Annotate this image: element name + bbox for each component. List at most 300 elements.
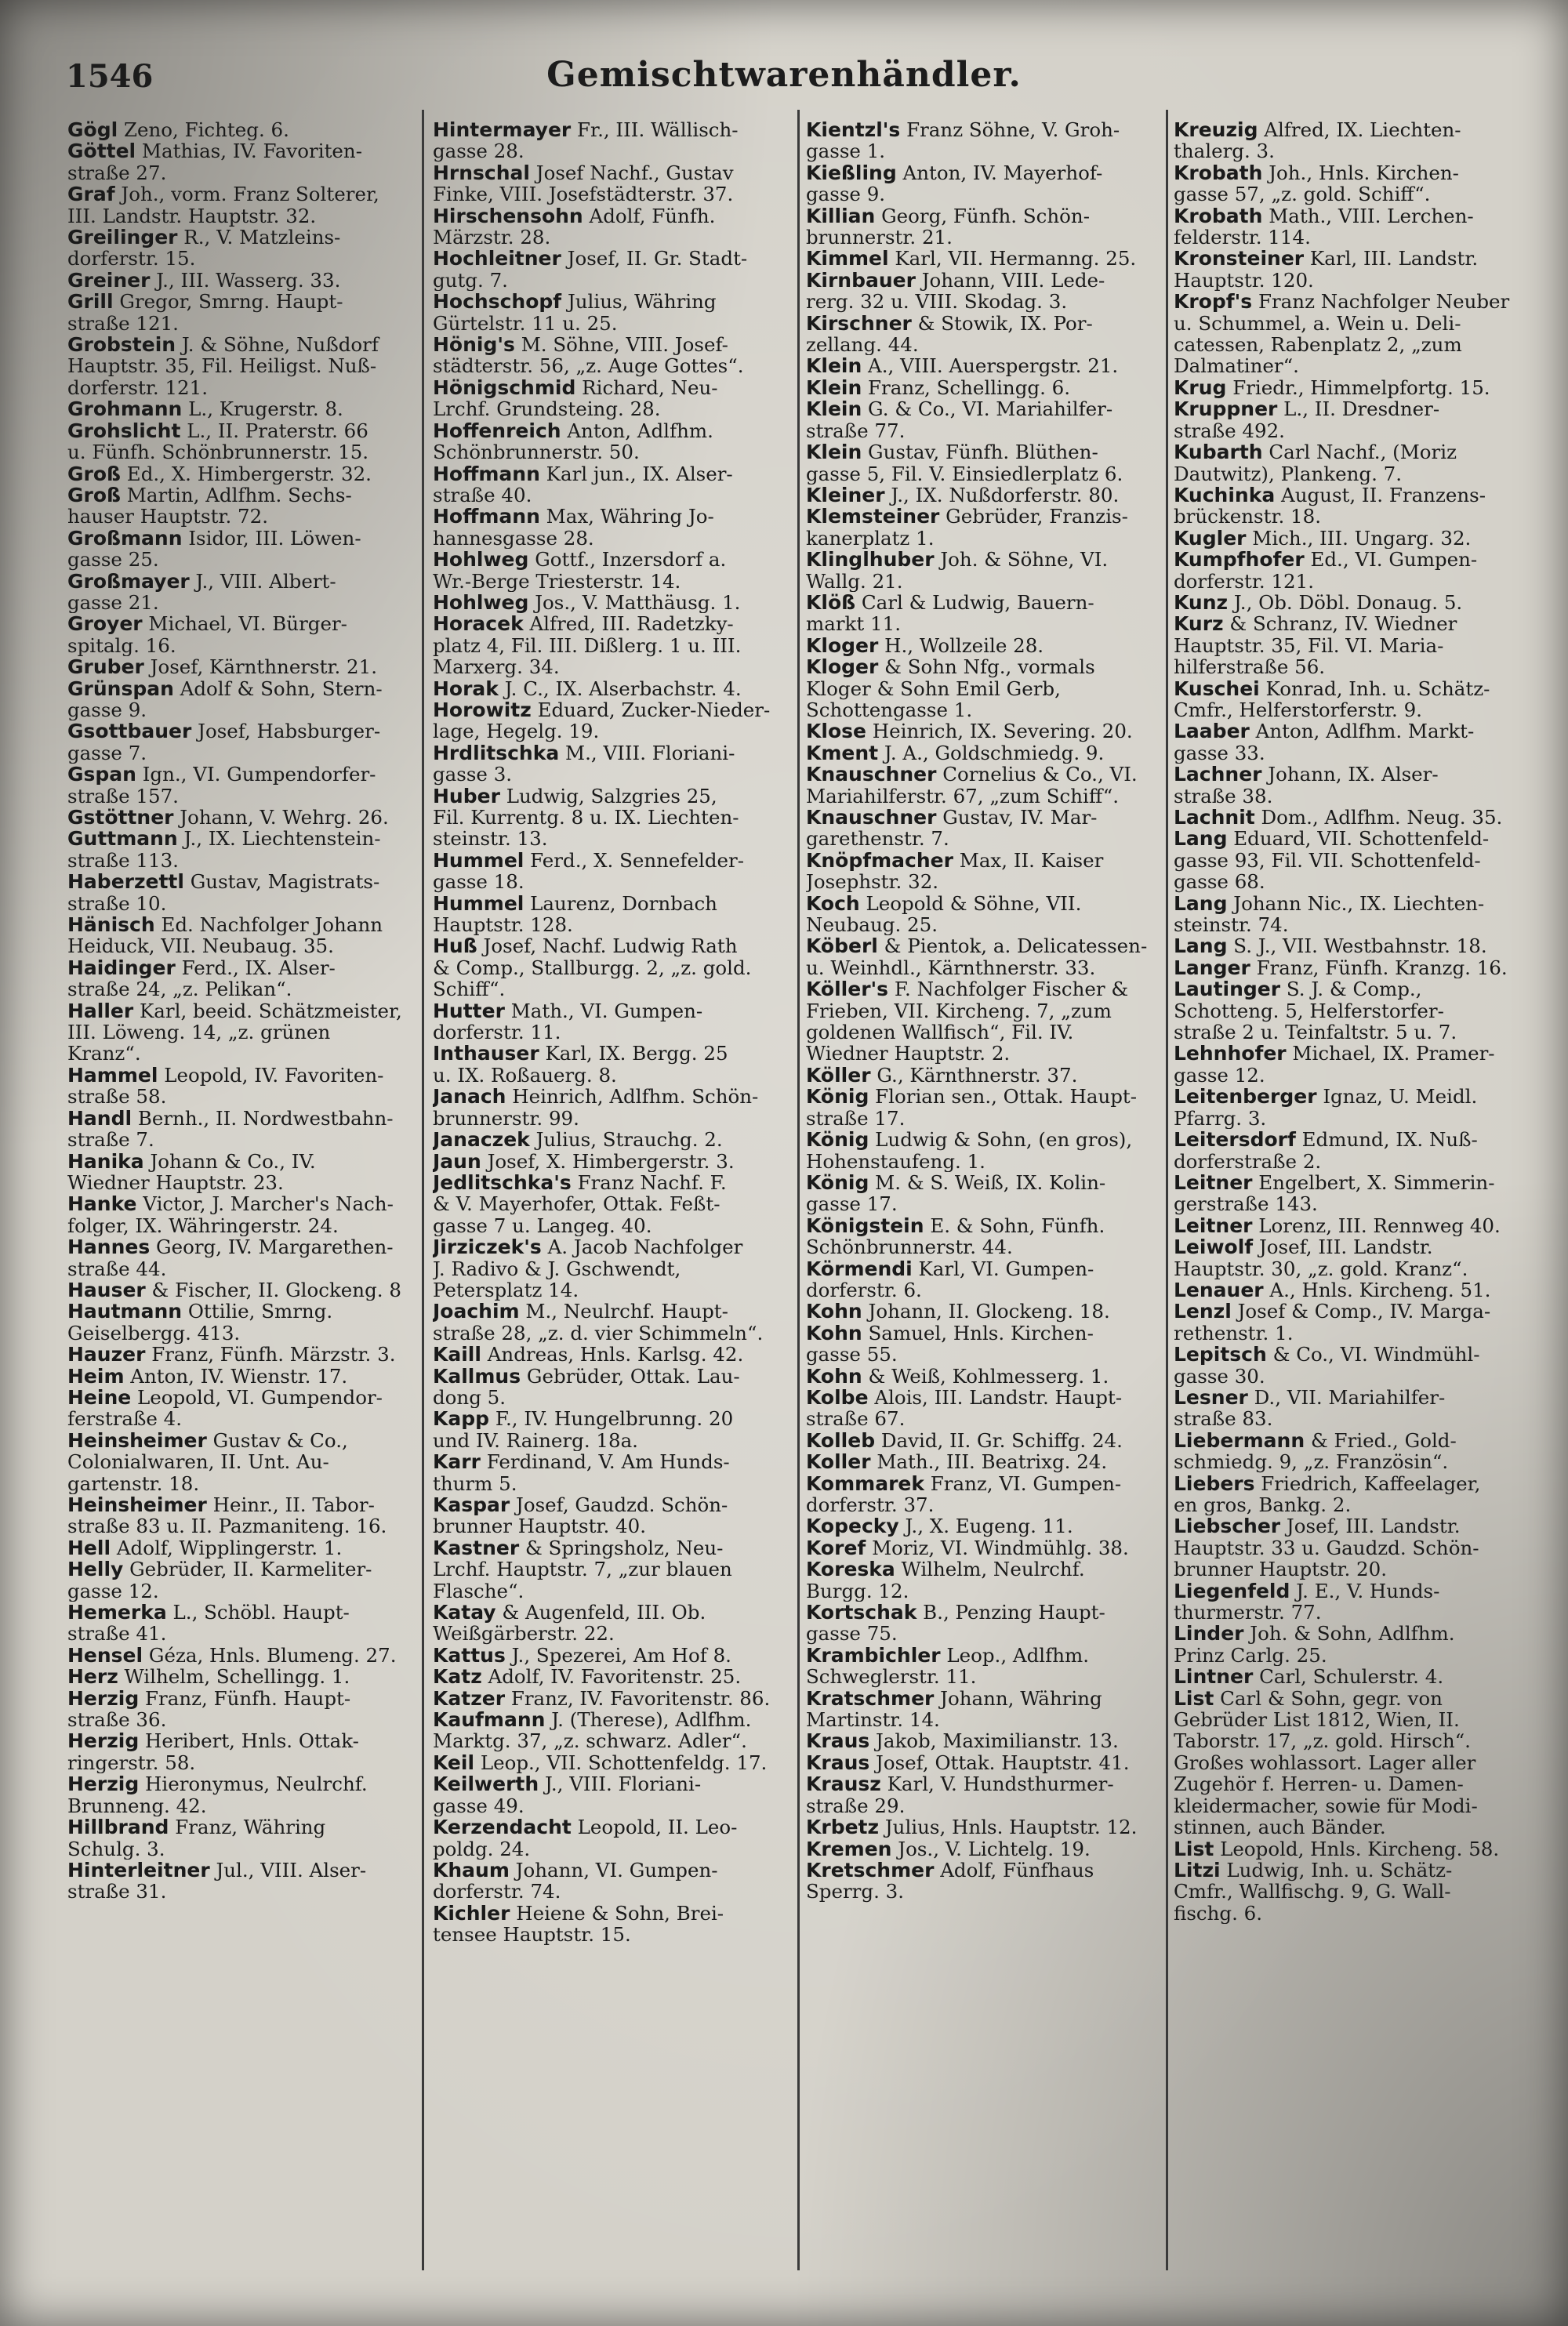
entry-name: Haller: [67, 1000, 134, 1022]
directory-entry: [1174, 592, 1526, 613]
directory-entry: [806, 1215, 1159, 1258]
entry-text: J., Spezerei, Am Hof 8.: [505, 1644, 731, 1667]
entry-text: dong 5.: [433, 1385, 506, 1409]
entry-name: Kleiner: [806, 484, 885, 506]
entry-text: R., V. Matzleins-: [177, 227, 341, 249]
entry-text: Josef & Comp., IV. Marga-: [1231, 1301, 1491, 1323]
entry-name: Gögl: [67, 119, 118, 141]
entry-text: u. Schummel, a. Wein u. Deli-: [1174, 311, 1461, 335]
entry-line: [806, 999, 1159, 1022]
entry-line: [1174, 398, 1526, 421]
entry-line: [67, 1365, 420, 1387]
entry-line: [1174, 1407, 1526, 1430]
directory-entry: [806, 978, 1159, 1065]
entry-line: [1174, 248, 1526, 270]
entry-text: straße 44.: [67, 1257, 167, 1279]
entry-line: [433, 119, 786, 141]
entry-name: Kientzl's: [806, 119, 901, 141]
entry-text: Johann, II. Glockeng. 18.: [862, 1301, 1110, 1323]
entry-text: Georg, Fünfh. Schön-: [875, 205, 1090, 227]
entry-text: Adolf, Fünfhaus: [934, 1859, 1094, 1881]
entry-line: [433, 226, 786, 249]
entry-line: [1174, 1321, 1526, 1344]
directory-entry: [67, 914, 420, 957]
entry-text: Michael, VI. Bürger-: [142, 613, 347, 636]
entry-text: Gebrüder, Franzis-: [939, 506, 1128, 528]
entry-line: [806, 355, 1159, 377]
entry-line: [67, 1301, 420, 1323]
directory-entry: [806, 355, 1159, 376]
directory-entry: [806, 377, 1159, 398]
entry-text: markt 11.: [806, 612, 901, 635]
entry-name: Gspan: [67, 764, 136, 786]
entry-name: Königstein: [806, 1214, 924, 1237]
entry-line: [1174, 828, 1526, 851]
entry-name: Herzig: [67, 1773, 140, 1796]
entry-line: [806, 1622, 1159, 1645]
entry-name: Heinsheimer: [67, 1494, 207, 1516]
entry-text: Lrchf. Hauptstr. 7, „zur blauen: [433, 1558, 732, 1581]
directory-entry: [433, 506, 786, 549]
entry-line: [67, 1279, 420, 1301]
entry-text: L., Schöbl. Haupt-: [166, 1602, 350, 1624]
directory-entry: [433, 742, 786, 786]
entry-name: Grobstein: [67, 334, 176, 357]
entry-name: Lachner: [1174, 764, 1262, 786]
entry-line: [806, 1708, 1159, 1731]
entry-text: August, II. Franzens-: [1275, 484, 1486, 506]
entry-name: Hoffenreich: [433, 419, 561, 442]
entry-line: [433, 1086, 786, 1109]
entry-text: Franz, Schellingg. 6.: [862, 376, 1071, 399]
entry-line: [1174, 1429, 1526, 1452]
entry-line: [433, 1000, 786, 1022]
entry-text: u. Fünfh. Schönbrunnerstr. 15.: [67, 441, 369, 463]
entry-line: [433, 376, 786, 399]
entry-name: Hauzer: [67, 1344, 146, 1366]
entry-text: Franz, Fünfh. Märzstr. 3.: [145, 1344, 396, 1366]
entry-line: [1174, 1601, 1526, 1624]
entry-name: Groß: [67, 463, 122, 484]
entry-line: [433, 1644, 786, 1667]
entry-name: Leitersdorf: [1174, 1129, 1296, 1152]
directory-entry: [806, 1645, 1159, 1688]
entry-name: Huber: [433, 785, 500, 807]
entry-name: Krobath: [1174, 161, 1263, 184]
entry-name: Hoffmann: [433, 506, 540, 528]
entry-line: [1174, 354, 1526, 377]
entry-line: [67, 161, 420, 184]
entry-text: Wiedner Hauptstr. 23.: [67, 1170, 284, 1194]
entry-line: [806, 569, 1159, 592]
entry-line: [806, 956, 1159, 979]
entry-line: [806, 1816, 1159, 1838]
page-number: 1546: [66, 58, 154, 95]
entry-name: Klein: [806, 355, 862, 377]
entry-line: [806, 807, 1159, 829]
entry-line: [1174, 935, 1526, 957]
directory-entry: [67, 227, 420, 270]
entry-text: Gebrüder, II. Karmeliter-: [123, 1559, 372, 1581]
directory-entry: [1174, 549, 1526, 592]
directory-entry: [806, 1086, 1159, 1129]
entry-line: [1174, 119, 1526, 141]
entry-text: Dalmatiner“.: [1174, 354, 1299, 377]
entry-line: [433, 1106, 786, 1130]
entry-text: Neubaug. 25.: [806, 913, 938, 936]
entry-name: Jaun: [433, 1150, 481, 1172]
entry-name: Guttmann: [67, 828, 178, 851]
entry-text: Johann, VIII. Lede-: [915, 269, 1105, 292]
entry-line: [67, 247, 420, 270]
entry-text: Johann, VI. Gumpen-: [509, 1859, 718, 1881]
entry-line: [433, 1751, 786, 1774]
entry-name: König: [806, 1086, 869, 1109]
entry-line: [1174, 1666, 1526, 1688]
entry-name: Hönig's: [433, 334, 515, 357]
directory-entry: [433, 377, 786, 420]
entry-name: Krambichler: [806, 1644, 941, 1667]
entry-text: zellang. 44.: [806, 333, 919, 356]
entry-line: [67, 828, 420, 851]
entry-line: [433, 1428, 786, 1452]
entry-line: [806, 333, 1159, 356]
entry-name: Krbetz: [806, 1816, 880, 1838]
entry-name: Heim: [67, 1365, 125, 1387]
entry-line: [433, 1666, 786, 1688]
entry-line: [67, 1602, 420, 1624]
entry-text: straße 40.: [433, 483, 532, 506]
entry-line: [67, 956, 420, 979]
entry-text: M. Söhne, VIII. Josef-: [514, 334, 728, 357]
entry-line: [67, 1214, 420, 1237]
directory-entry: [433, 1000, 786, 1043]
directory-entry: [806, 1258, 1159, 1301]
entry-line: [1174, 1773, 1526, 1796]
directory-entry: [1174, 205, 1526, 249]
entry-line: [433, 397, 786, 420]
entry-name: Knauschner: [806, 764, 937, 786]
entry-text: Josef, Nachf. Ludwig Rath: [477, 935, 738, 958]
directory-entry: [806, 1172, 1159, 1215]
entry-text: brunnerstr. 21.: [806, 226, 953, 249]
entry-text: Karl, VII. Hermanng. 25.: [888, 248, 1137, 270]
entry-line: [433, 1471, 786, 1494]
entry-text: folger, IX. Währingerstr. 24.: [67, 1214, 339, 1237]
directory-entry: [1174, 828, 1526, 892]
directory-entry: [806, 1559, 1159, 1602]
entry-text: Josef, X. Himbergerstr. 3.: [481, 1150, 735, 1172]
entry-text: platz 4, Fil. III. Dißlerg. 1 u. III.: [433, 633, 742, 657]
entry-line: [806, 419, 1159, 442]
directory-entry: [806, 1816, 1159, 1838]
entry-name: Lenzl: [1174, 1301, 1232, 1323]
entry-text: straße 24, „z. Pelikan“.: [67, 978, 292, 1000]
directory-entry: [433, 420, 786, 463]
entry-line: [433, 419, 786, 442]
entry-line: [67, 505, 420, 528]
entry-text: Lorenz, III. Rennweg 40.: [1252, 1214, 1501, 1237]
directory-entry: [433, 1344, 786, 1365]
directory-entry: [433, 1666, 786, 1687]
directory-entry: [67, 1688, 420, 1731]
entry-name: Liebscher: [1174, 1515, 1281, 1538]
entry-line: [67, 1579, 420, 1602]
entry-text: Märzstr. 28.: [433, 226, 551, 249]
entry-name: Hillbrand: [67, 1816, 169, 1839]
entry-name: Kruppner: [1174, 398, 1278, 421]
entry-line: [433, 785, 786, 807]
entry-line: [67, 140, 420, 163]
entry-name: Katz: [433, 1666, 482, 1688]
entry-name: Lehnhofer: [1174, 1043, 1287, 1065]
entry-text: Prinz Carlg. 25.: [1174, 1643, 1327, 1667]
entry-name: Krug: [1174, 376, 1227, 399]
entry-text: Mich., III. Ungarg. 32.: [1246, 527, 1472, 550]
entry-text: Richard, Neu-: [575, 376, 718, 399]
entry-name: Knöpfmacher: [806, 849, 953, 872]
entry-text: u. IX. Roßauerg. 8.: [433, 1063, 617, 1087]
entry-text: Josef Nachf., Gustav: [530, 161, 734, 184]
entry-text: A. Jacob Nachfolger: [541, 1236, 743, 1259]
entry-line: [433, 161, 786, 184]
entry-text: kanerplatz 1.: [806, 526, 935, 550]
entry-text: catessen, Rabenplatz 2, „zum: [1174, 333, 1462, 357]
entry-line: [433, 1794, 786, 1817]
entry-name: Grünspan: [67, 677, 174, 700]
entry-text: ringerstr. 58.: [67, 1751, 196, 1774]
entry-name: Kment: [806, 742, 879, 764]
entry-name: Horacek: [433, 613, 524, 636]
entry-line: [67, 871, 420, 894]
entry-text: Schulg. 3.: [67, 1837, 165, 1860]
entry-text: gasse 3.: [433, 763, 513, 786]
entry-line: [1174, 1301, 1526, 1323]
entry-line: [67, 934, 420, 957]
entry-line: [806, 1236, 1159, 1258]
entry-text: Math., VIII. Lerchen-: [1262, 205, 1474, 227]
entry-name: Jirziczek's: [433, 1236, 542, 1259]
directory-entry: [806, 162, 1159, 205]
entry-line: [806, 591, 1159, 614]
entry-name: Janaczek: [433, 1129, 530, 1151]
entry-text: Franz, VI. Gumpen-: [924, 1472, 1122, 1495]
directory-entry: [433, 162, 786, 205]
directory-entry: [433, 1645, 786, 1666]
entry-line: [806, 462, 1159, 484]
entry-name: Klemsteiner: [806, 506, 940, 528]
entry-name: Haberzettl: [67, 871, 184, 894]
entry-line: [1174, 1493, 1526, 1516]
entry-line: [433, 1837, 786, 1860]
directory-entry: [67, 1537, 420, 1559]
directory-entry: [433, 1172, 786, 1236]
entry-line: [806, 1301, 1159, 1323]
entry-line: [67, 376, 420, 399]
entry-line: [806, 441, 1159, 464]
directory-entry: [806, 506, 1159, 549]
directory-entry: [67, 720, 420, 764]
entry-line: [433, 591, 786, 614]
entry-line: [433, 677, 786, 699]
entry-text: Franz, IV. Favoritenstr. 86.: [505, 1687, 771, 1710]
directory-entry: [67, 270, 420, 291]
entry-line: [806, 1086, 1159, 1109]
entry-line: [67, 548, 420, 571]
entry-text: B., Penzing Haupt-: [916, 1602, 1105, 1624]
directory-entry: [1174, 1086, 1526, 1129]
entry-text: straße 27.: [67, 161, 167, 184]
entry-line: [1174, 1515, 1526, 1538]
directory-entry: [433, 1301, 786, 1344]
directory-entry: [806, 248, 1159, 269]
entry-name: Grohslicht: [67, 419, 181, 442]
entry-text: A., Hnls. Kircheng. 51.: [1263, 1279, 1491, 1301]
entry-text: Hauptstr. 35, Fil. VI. Maria-: [1174, 633, 1444, 657]
entry-text: Ferd., IX. Alser-: [175, 956, 336, 979]
entry-text: Cmfr., Wallfischg. 9, G. Wall-: [1174, 1880, 1451, 1903]
entry-line: [1174, 1687, 1526, 1710]
entry-text: Géza, Hnls. Blumeng. 27.: [143, 1644, 397, 1667]
entry-line: [67, 1450, 420, 1474]
entry-name: Joachim: [433, 1301, 520, 1323]
entry-text: Schiff“.: [433, 978, 506, 1000]
entry-text: F. Nachfolger Fischer &: [888, 978, 1129, 1001]
entry-line: [806, 698, 1159, 721]
entry-line: [433, 506, 786, 528]
entry-name: Kopecky: [806, 1515, 899, 1537]
entry-line: [67, 656, 420, 678]
directory-entry: [67, 613, 420, 656]
entry-name: Klein: [806, 441, 862, 464]
entry-text: hilferstraße 56.: [1174, 655, 1326, 678]
entry-name: Karr: [433, 1451, 481, 1474]
entry-line: [806, 1064, 1159, 1087]
entry-text: Math., III. Beatrixg. 24.: [870, 1451, 1108, 1473]
entry-line: [67, 441, 420, 463]
entry-name: Kirnbauer: [806, 269, 916, 292]
directory-entry: [1174, 1515, 1526, 1580]
directory-entry: [806, 270, 1159, 313]
entry-text: Hohenstaufeng. 1.: [806, 1149, 985, 1172]
directory-entry: [806, 1065, 1159, 1086]
directory-entry: [433, 248, 786, 291]
entry-text: Friedrich, Kaffeelager,: [1254, 1472, 1481, 1495]
directory-entry: [806, 807, 1159, 850]
entry-text: L., Krugerstr. 8.: [182, 398, 343, 420]
directory-entry: [1174, 720, 1526, 764]
entry-line: [67, 1150, 420, 1173]
entry-name: Kastner: [433, 1537, 520, 1559]
entry-name: Leitenberger: [1174, 1086, 1317, 1109]
entry-text: Josef, III. Landstr.: [1280, 1515, 1461, 1538]
entry-text: Ed., VI. Gumpen-: [1304, 549, 1478, 572]
entry-text: brunnerstr. 99.: [433, 1106, 579, 1130]
entry-text: Julius, Strauchg. 2.: [529, 1129, 723, 1151]
entry-text: David, II. Gr. Schiffg. 24.: [875, 1429, 1123, 1452]
running-head: Gemischtwarenhändler.: [546, 55, 1022, 95]
directory-entry: [806, 656, 1159, 720]
entry-text: Carl & Sohn, gegr. von: [1214, 1687, 1443, 1710]
directory-entry: [67, 140, 420, 183]
entry-line: [806, 1665, 1159, 1688]
entry-line: [806, 870, 1159, 893]
entry-text: Anton, IV. Wienstr. 17.: [124, 1365, 348, 1387]
directory-entry: [433, 1773, 786, 1816]
entry-text: & Springsholz, Neu-: [519, 1537, 724, 1559]
entry-text: stinnen, auch Bänder.: [1174, 1816, 1386, 1838]
entry-text: Johann & Co., IV.: [143, 1150, 316, 1173]
entry-name: Killian: [806, 205, 876, 227]
entry-text: Julius, Hnls. Hauptstr. 12.: [879, 1816, 1138, 1838]
entry-text: thalerg. 3.: [1174, 140, 1275, 162]
entry-line: [67, 1021, 420, 1044]
entry-name: Litzi: [1174, 1859, 1221, 1881]
entry-name: Inthauser: [433, 1043, 539, 1065]
entry-text: kleidermacher, sowie für Modi-: [1174, 1794, 1478, 1817]
entry-line: [1174, 268, 1526, 292]
entry-line: [1174, 1558, 1526, 1580]
entry-text: Martin, Adlfhm. Sechs-: [121, 484, 352, 506]
entry-line: [433, 1021, 786, 1043]
entry-text: Mathias, IV. Favoriten-: [136, 140, 362, 163]
entry-line: [433, 1902, 786, 1925]
entry-line: [433, 1729, 786, 1752]
entry-text: III. Landstr. Hauptstr. 32.: [67, 204, 317, 227]
entry-text: Karl, IX. Bergg. 25: [539, 1043, 728, 1065]
entry-text: straße 492.: [1174, 419, 1285, 442]
entry-line: [806, 269, 1159, 292]
entry-line: [806, 1171, 1159, 1194]
entry-name: Hauser: [67, 1279, 146, 1301]
entry-text: Gustav, Fünfh. Blüthen-: [862, 441, 1098, 464]
directory-entry: [67, 957, 420, 1000]
entry-text: Konrad, Inh. u. Schätz-: [1259, 677, 1490, 700]
entry-line: [806, 1106, 1159, 1130]
entry-text: Lrchf. Grundsteing. 28.: [433, 397, 661, 420]
directory-entry: [433, 1903, 786, 1946]
entry-text: dorferstr. 37.: [806, 1493, 935, 1516]
entry-name: Groyer: [67, 613, 143, 636]
entry-text: thurm 5.: [433, 1471, 517, 1494]
entry-name: Katay: [433, 1602, 496, 1624]
entry-line: [67, 978, 420, 1000]
entry-text: Michael, IX. Pramer-: [1286, 1043, 1495, 1065]
entry-text: & Fischer, II. Glockeng. 8: [145, 1279, 401, 1301]
entry-line: [1174, 956, 1526, 979]
entry-name: Kohn: [806, 1365, 862, 1387]
entry-line: [806, 183, 1159, 205]
entry-text: gasse 18.: [433, 870, 524, 893]
entry-text: Andreas, Hnls. Karlsg. 42.: [481, 1344, 744, 1366]
directory-entry: [806, 850, 1159, 893]
entry-text: straße 38.: [1174, 784, 1273, 807]
entry-line: [806, 248, 1159, 270]
directory-entry: [433, 935, 786, 1000]
entry-name: Koller: [806, 1451, 871, 1473]
entry-text: Cmfr., Helferstorferstr. 9.: [1174, 698, 1422, 721]
entry-name: Kaill: [433, 1344, 481, 1366]
entry-line: [433, 1451, 786, 1474]
entry-name: Kortschak: [806, 1602, 917, 1624]
entry-text: Dom., Adlfhm. Neug. 35.: [1254, 807, 1503, 829]
entry-line: [1174, 419, 1526, 442]
directory-entry: [67, 828, 420, 871]
directory-entry: [806, 1515, 1159, 1537]
entry-line: [806, 484, 1159, 506]
entry-text: Hauptstr. 128.: [433, 913, 573, 936]
directory-entry: [67, 1730, 420, 1773]
